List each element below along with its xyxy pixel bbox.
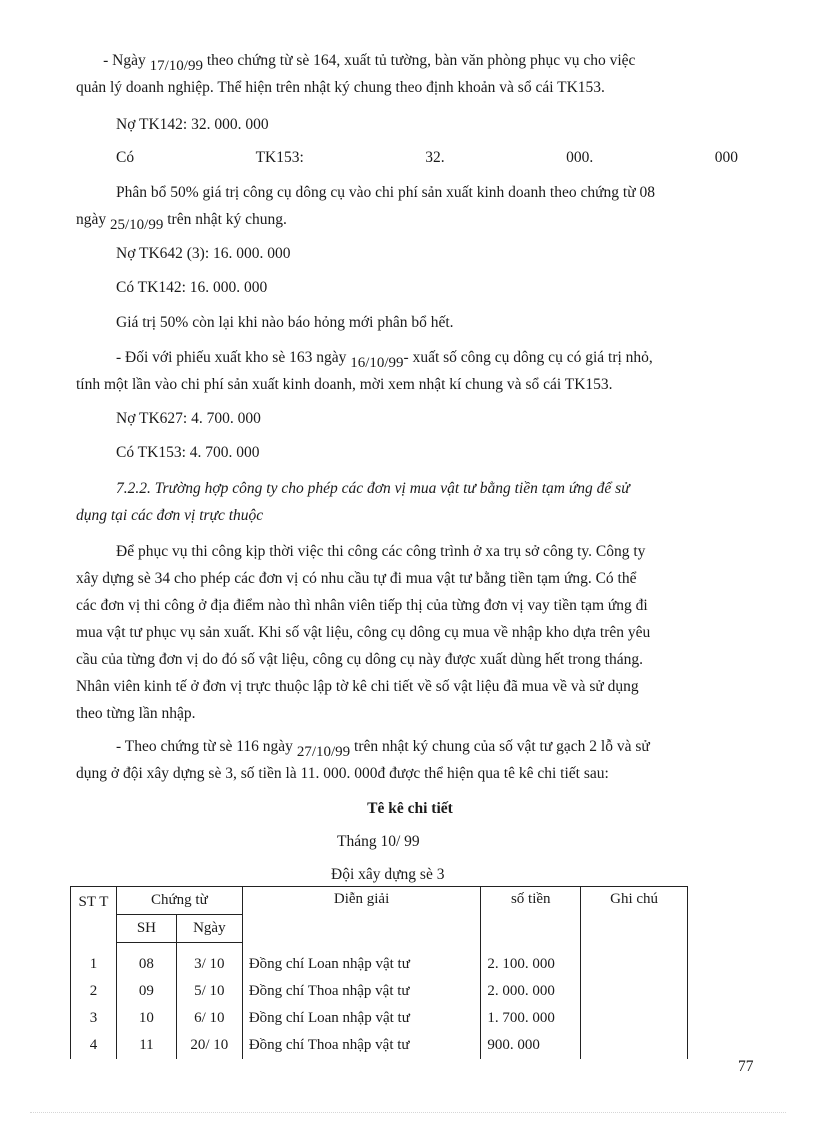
paragraph-6-line-2: dụng ở đội xây dựng sè 3, số tiền là 11. 000. 000đ được thể hiện qua tê kê chi tiết sau: xyxy=(76,765,609,782)
paragraph-5-line-1: Để phục vụ thi công kịp thời việc thi công các công trình ở xa trụ sở công ty. Công ty xyxy=(116,543,646,560)
table-row xyxy=(71,943,688,951)
paragraph-3: Giá trị 50% còn lại khi nào báo hỏng mới phân bổ hết. xyxy=(116,314,454,331)
date-stamp: 27/10/99 xyxy=(296,744,351,760)
paragraph-5-line-4: mua vật tư phục vụ sản xuất. Khi số vật liệu, công cụ dông cụ mua về nhập kho dựa trên yêu xyxy=(76,624,651,641)
footer-divider xyxy=(30,1112,786,1113)
entry-1-debit: Nợ TK142: 32. 000. 000 xyxy=(116,116,269,133)
entry-3-credit: Có TK153: 4. 700. 000 xyxy=(116,444,260,461)
table-row: 1 08 3/ 10 Đồng chí Loan nhập vật tư 2. 100. 000 xyxy=(71,951,688,978)
paragraph-2-line-1: Phân bổ 50% giá trị công cụ dông cụ vào chi phí sản xuất kinh doanh theo chứng từ 08 xyxy=(116,184,655,201)
entry-2-credit: Có TK142: 16. 000. 000 xyxy=(116,279,268,296)
header-dien-giai: Diễn giải xyxy=(242,887,481,943)
paragraph-5-line-7: theo từng lần nhập. xyxy=(76,705,196,722)
entry-2-debit: Nợ TK642 (3): 16. 000. 000 xyxy=(116,245,291,262)
table-row: 4 11 20/ 10 Đồng chí Thoa nhập vật tư 900. 000 xyxy=(71,1032,688,1059)
detail-table xyxy=(70,886,688,1059)
date-stamp: 16/10/99 xyxy=(350,355,404,371)
table-unit: Đội xây dựng sè 3 xyxy=(331,866,445,883)
paragraph-6-line-1: - Theo chứng từ sè 116 ngày 27/10/99 trên nhật ký chung của số vật tư gạch 2 lỗ và sử xyxy=(116,738,650,760)
table-row: 2 09 5/ 10 Đồng chí Thoa nhập vật tư 2. 000. 000 xyxy=(71,978,688,1005)
date-stamp: 25/10/99 xyxy=(110,217,164,233)
paragraph-1-line-1: - Ngày 17/10/99 theo chứng từ sè 164, xuất tủ tường, bàn văn phòng phục vụ cho việc xyxy=(103,52,636,74)
date-stamp: 17/10/99 xyxy=(149,58,203,74)
paragraph-4-line-2: tính một lần vào chi phí sản xuất kinh doanh, mời xem nhật kí chung và sổ cái TK153. xyxy=(76,376,613,393)
table-month: Tháng 10/ 99 xyxy=(337,833,420,850)
paragraph-5-line-2: xây dựng sè 34 cho phép các đơn vị có nhu cầu tự đi mua vật tư bằng tiền tạm ứng. Có thể xyxy=(76,570,637,587)
section-heading-line-2: dụng tại các đơn vị trực thuộc xyxy=(76,507,264,524)
page-number: 77 xyxy=(738,1058,754,1075)
header-ghi-chu: Ghi chú xyxy=(581,887,688,943)
paragraph-5-line-5: cầu của từng đơn vị do đó số vật liệu, công cụ dông cụ này được xuất dùng hết trong tháng. xyxy=(76,651,643,668)
paragraph-5-line-3: các đơn vị thi công ở địa điểm nào thì nhân viên tiếp thị của từng đơn vị vay tiền tạm ứng đi xyxy=(76,597,648,614)
table-title: Tê kê chi tiết xyxy=(367,800,453,817)
section-heading-line-1: 7.2.2. Trường hợp công ty cho phép các đơn vị mua vật tư bằng tiền tạm ứng để sử xyxy=(116,480,630,497)
paragraph-2-line-2: ngày 25/10/99 trên nhật ký chung. xyxy=(76,211,287,233)
header-ngay: Ngày xyxy=(176,915,242,943)
table-row: 3 10 6/ 10 Đồng chí Loan nhập vật tư 1. 700. 000 xyxy=(71,1005,688,1032)
header-so-tien: số tiền xyxy=(481,887,581,943)
entry-3-debit: Nợ TK627: 4. 700. 000 xyxy=(116,410,261,427)
header-chung-tu: Chứng từ xyxy=(116,887,242,915)
paragraph-1-line-2: quản lý doanh nghiệp. Thể hiện trên nhật ký chung theo định khoản và sổ cái TK153. xyxy=(76,79,605,96)
paragraph-5-line-6: Nhân viên kinh tế ở đơn vị trực thuộc lập tờ kê chi tiết về số vật liệu đã mua về và sử dụng xyxy=(76,678,639,695)
paragraph-4-line-1: - Đối với phiếu xuất kho sè 163 ngày 16/10/99- xuất số công cụ dông cụ có giá trị nhỏ, xyxy=(116,349,653,371)
header-sh: SH xyxy=(116,915,176,943)
entry-1-credit: Có TK153: 32. 000. 000 xyxy=(116,149,738,166)
header-stt: ST T xyxy=(71,887,117,943)
